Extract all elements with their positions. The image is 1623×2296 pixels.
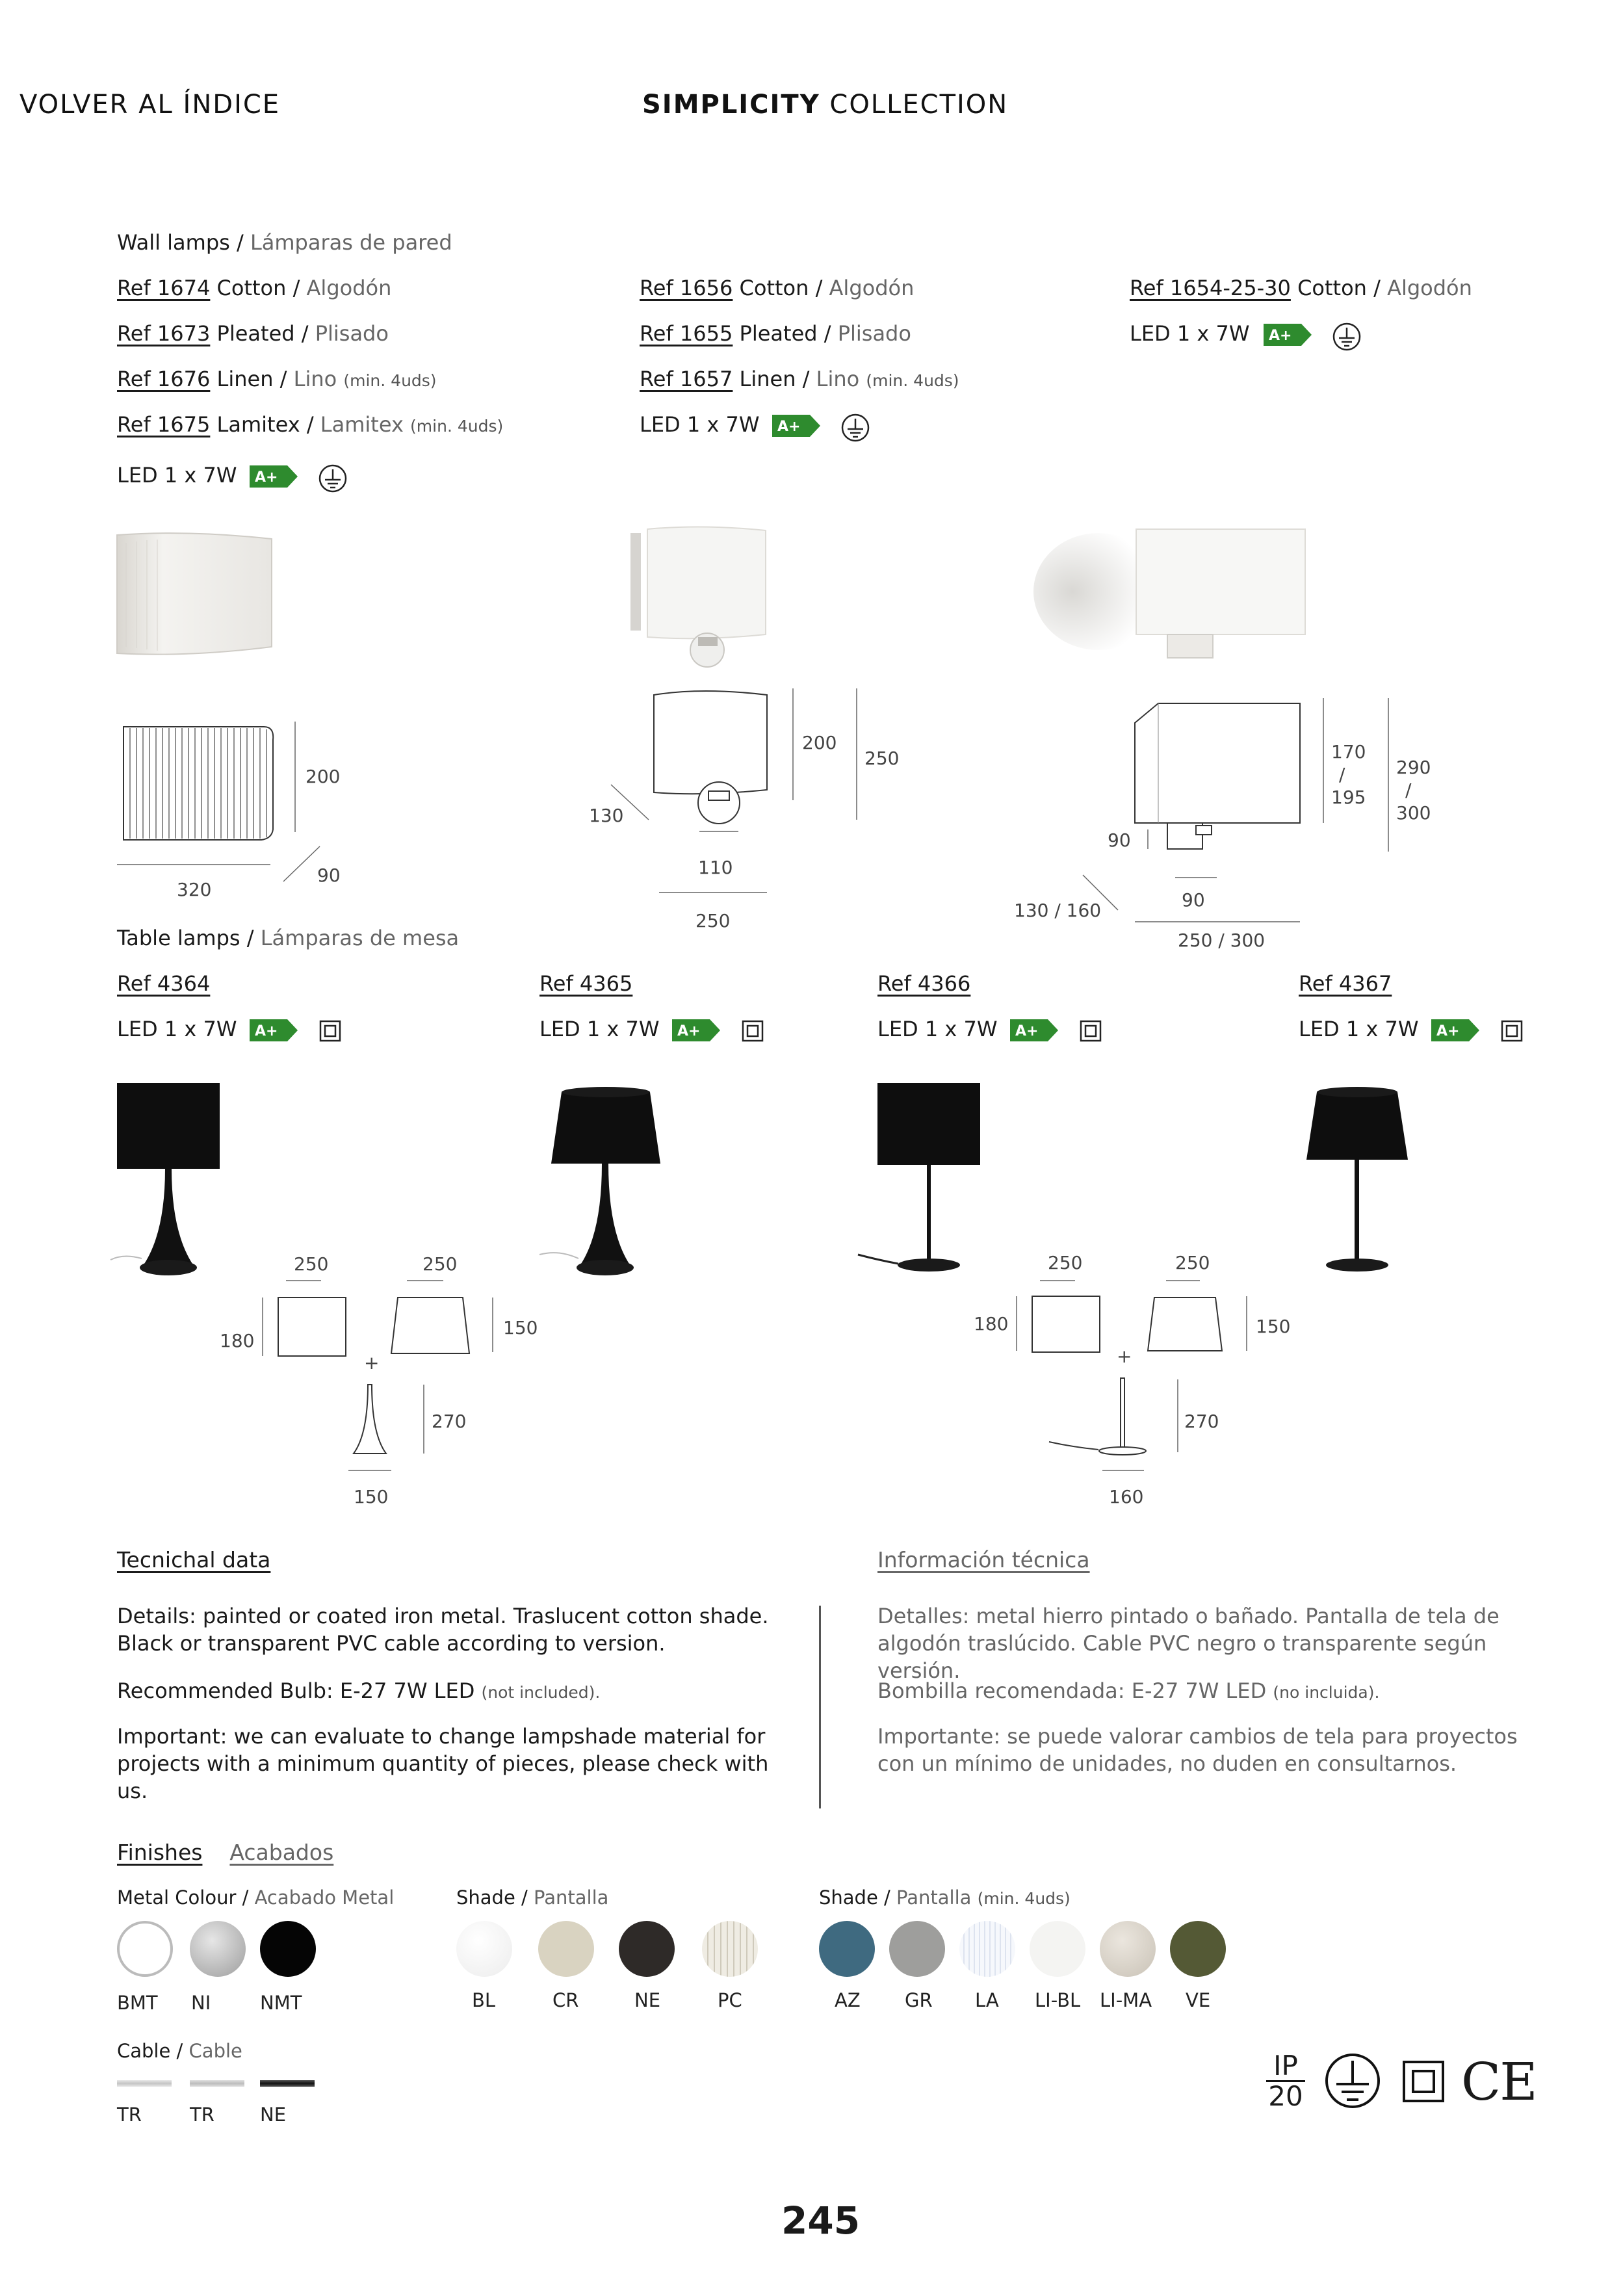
dim-base-width: 150 bbox=[354, 1486, 389, 1507]
label-en: Cable bbox=[117, 2040, 171, 2062]
class-ii-icon bbox=[1403, 2061, 1444, 2102]
dimension-lines bbox=[117, 715, 390, 897]
table-lamp-4364-drawing bbox=[247, 1268, 559, 1482]
separator: / bbox=[817, 321, 838, 346]
material-es: Lino bbox=[816, 367, 860, 391]
separator: / bbox=[796, 367, 816, 391]
dim-base-height: 270 bbox=[432, 1411, 467, 1432]
swatch-code: LA bbox=[975, 1989, 999, 2011]
dim-depth: 90 bbox=[1108, 829, 1131, 851]
dim-shade-height: 150 bbox=[503, 1317, 538, 1338]
label-en: Shade bbox=[456, 1886, 515, 1909]
table-lamp-4365-photo bbox=[533, 1079, 689, 1287]
dim-depth: 130 bbox=[589, 805, 624, 826]
label-en: Metal Colour bbox=[117, 1886, 237, 1909]
bulb-note: (not included). bbox=[481, 1683, 601, 1702]
ref-link[interactable]: Ref 1676 bbox=[117, 367, 211, 391]
table-lamp-4367-photo bbox=[1280, 1079, 1436, 1287]
separator: / bbox=[300, 412, 320, 437]
wall-ref-row bbox=[117, 412, 503, 437]
dim-total-height: 250 bbox=[864, 748, 900, 769]
led-spec: LED 1 x 7W bbox=[877, 1017, 998, 1041]
swatch-bmt[interactable] bbox=[117, 1921, 173, 1977]
label-es: Cable bbox=[188, 2040, 242, 2062]
swatch-code: TR bbox=[117, 2104, 142, 2126]
label-es: Pantalla bbox=[896, 1886, 972, 1909]
ref-link[interactable]: Ref 1674 bbox=[117, 276, 211, 300]
energy-class: A+ bbox=[255, 1023, 278, 1039]
energy-class: A+ bbox=[777, 419, 801, 435]
ground-icon bbox=[841, 413, 870, 442]
material-es: Algodón bbox=[829, 276, 915, 300]
dim-height: 200 bbox=[305, 766, 341, 787]
wall-ref-row bbox=[1130, 276, 1472, 300]
label-en: Shade bbox=[819, 1886, 878, 1909]
dim-shade-height: 180 bbox=[974, 1313, 1009, 1335]
swatch-code: AZ bbox=[835, 1989, 861, 2011]
swatch-code: CR bbox=[552, 1989, 579, 2011]
energy-class: A+ bbox=[677, 1023, 701, 1039]
tech-bulb-en bbox=[117, 1677, 793, 1706]
wall-ref-row bbox=[640, 276, 914, 300]
material-es: Lamitex bbox=[320, 412, 404, 437]
swatch-code: NMT bbox=[260, 1992, 302, 2014]
heading-en: Table lamps bbox=[117, 926, 240, 950]
tech-details-es: Detalles: metal hierro pintado o bañado. Pantalla de tela de algodón traslúcido. Cable PVC negro o transparente según versión. bbox=[877, 1604, 1500, 1683]
separator: / bbox=[286, 276, 307, 300]
swatch-cr[interactable] bbox=[538, 1921, 594, 1977]
swatch-code: NI bbox=[191, 1992, 211, 2014]
energy-label-icon bbox=[250, 465, 298, 488]
swatch-ne[interactable] bbox=[619, 1921, 675, 1977]
back-to-index-link[interactable]: VOLVER AL ÍNDICE bbox=[19, 90, 281, 120]
material-es: Plisado bbox=[315, 321, 389, 346]
finishes-en: Finishes bbox=[117, 1840, 203, 1865]
wall-lamp-1656-photo bbox=[624, 520, 780, 676]
ground-icon bbox=[1332, 322, 1361, 351]
swatch-code: TR bbox=[190, 2104, 214, 2126]
energy-label-icon bbox=[772, 415, 820, 437]
dim-slash: / bbox=[1405, 779, 1412, 801]
dim-shade-width: 250 bbox=[1175, 1252, 1210, 1273]
cable-swatch-tr[interactable] bbox=[190, 2080, 244, 2087]
dim-width: 250 bbox=[695, 910, 731, 932]
ref-link[interactable]: Ref 1657 bbox=[640, 367, 733, 391]
ip20-icon bbox=[1266, 2052, 1305, 2111]
wall-ref-row bbox=[640, 367, 959, 391]
dim-height-alt: 195 bbox=[1331, 787, 1366, 808]
dim-total-height: 290 bbox=[1396, 757, 1431, 778]
tech-bulb-es bbox=[877, 1677, 1540, 1706]
tech-important-es: Importante: se puede valorar cambios de tela para proyectos con un mínimo de unidades, no duden en consultarnos. bbox=[877, 1724, 1518, 1776]
material-en: Cotton bbox=[739, 276, 809, 300]
separator: / bbox=[809, 276, 829, 300]
swatch-code: GR bbox=[905, 1989, 933, 2011]
swatch-li-bl[interactable] bbox=[1030, 1921, 1085, 1977]
swatch-code: BMT bbox=[117, 1992, 158, 2014]
shade-label bbox=[456, 1886, 608, 1909]
separator: / bbox=[170, 2040, 189, 2062]
table-lamp-4366-photo bbox=[851, 1079, 1007, 1287]
energy-class: A+ bbox=[1436, 1023, 1460, 1039]
energy-label-icon bbox=[1264, 324, 1312, 346]
swatch-az[interactable] bbox=[819, 1921, 875, 1977]
class-ii-icon bbox=[320, 1021, 341, 1041]
swatch-bl[interactable] bbox=[456, 1921, 512, 1977]
separator: / bbox=[515, 1886, 534, 1909]
table-lamp-4366-drawing bbox=[1001, 1268, 1313, 1482]
separator: / bbox=[236, 1886, 255, 1909]
class-ii-icon bbox=[1501, 1021, 1522, 1041]
collection-title bbox=[642, 90, 1008, 120]
label-es: Acabado Metal bbox=[254, 1886, 395, 1909]
ref-4364-link[interactable]: Ref 4364 bbox=[117, 971, 211, 996]
finishes-es: Acabados bbox=[229, 1840, 334, 1865]
ref-link[interactable]: Ref 1675 bbox=[117, 412, 211, 437]
shade-min-label bbox=[819, 1886, 1071, 1909]
ref-link[interactable]: Ref 1655 bbox=[640, 321, 733, 346]
ref-4366-link[interactable]: Ref 4366 bbox=[877, 971, 971, 996]
material-en: Linen bbox=[739, 367, 796, 391]
label-es: Pantalla bbox=[534, 1886, 609, 1909]
ref-link[interactable]: Ref 1654-25-30 bbox=[1130, 276, 1291, 300]
wall-ref-row bbox=[117, 367, 437, 391]
ref-4367-link[interactable]: Ref 4367 bbox=[1299, 971, 1392, 996]
separator: / bbox=[877, 1886, 897, 1909]
swatch-code: PC bbox=[718, 1989, 742, 2011]
dim-shade-height: 180 bbox=[220, 1330, 255, 1351]
led-spec: LED 1 x 7W bbox=[640, 412, 760, 437]
separator: / bbox=[294, 321, 315, 346]
heading-es: Lámparas de pared bbox=[250, 230, 452, 255]
dim-width: 320 bbox=[177, 879, 212, 900]
finishes-heading bbox=[117, 1840, 333, 1865]
table-lamps-heading bbox=[117, 926, 459, 950]
swatch-la[interactable] bbox=[959, 1921, 1015, 1977]
separator: / bbox=[273, 367, 294, 391]
ground-icon bbox=[1323, 2052, 1382, 2110]
collection-suffix: COLLECTION bbox=[820, 90, 1009, 120]
tech-data-heading-en: Tecnichal data bbox=[117, 1547, 271, 1572]
bulb-note: (no incluida). bbox=[1273, 1683, 1380, 1702]
wall-ref-row bbox=[117, 321, 389, 346]
bulb-text: Bombilla recomendada: E-27 7W LED bbox=[877, 1678, 1267, 1703]
swatch-code: LI-MA bbox=[1100, 1989, 1152, 2011]
ref-4365-link[interactable]: Ref 4365 bbox=[539, 971, 633, 996]
swatch-gr[interactable] bbox=[889, 1921, 945, 1977]
dim-width: 250 / 300 bbox=[1178, 930, 1266, 951]
dim-backplate: 90 bbox=[1182, 889, 1205, 911]
material-es: Plisado bbox=[837, 321, 911, 346]
metal-colour-label bbox=[117, 1886, 394, 1909]
ip-rating: 20 bbox=[1268, 2080, 1303, 2112]
bulb-text: Recommended Bulb: E-27 7W LED bbox=[117, 1678, 475, 1703]
collection-name: SIMPLICITY bbox=[642, 90, 820, 120]
wall-lamp-1656-drawing bbox=[604, 686, 877, 907]
min-note: (min. 4uds) bbox=[866, 371, 959, 390]
material-es: Lino bbox=[293, 367, 337, 391]
dim-depth: 90 bbox=[317, 865, 341, 886]
swatch-code: LI-BL bbox=[1035, 1989, 1081, 2011]
material-es: Algodón bbox=[306, 276, 392, 300]
table-lamp-4364-photo bbox=[97, 1079, 253, 1287]
dim-slash: / bbox=[1339, 764, 1345, 785]
column-divider bbox=[819, 1606, 821, 1808]
ce-mark-icon: CE bbox=[1461, 2052, 1537, 2112]
ground-icon bbox=[318, 464, 347, 493]
cable-swatch-tr[interactable] bbox=[117, 2080, 172, 2087]
swatch-code: NE bbox=[260, 2104, 287, 2126]
wall-lamp-1674-photo bbox=[110, 530, 279, 666]
swatch-ni[interactable] bbox=[190, 1921, 246, 1977]
dim-shade-width: 250 bbox=[422, 1253, 458, 1275]
energy-label-icon bbox=[250, 1019, 298, 1041]
plus-sign: + bbox=[364, 1352, 380, 1374]
separator: / bbox=[1366, 276, 1388, 300]
swatch-pc[interactable] bbox=[702, 1921, 758, 1977]
swatch-code: BL bbox=[472, 1989, 496, 2011]
wall-lamps-heading bbox=[117, 230, 452, 255]
material-en: Cotton bbox=[216, 276, 287, 300]
ref-link[interactable]: Ref 1656 bbox=[640, 276, 733, 300]
energy-class: A+ bbox=[255, 469, 278, 486]
led-spec: LED 1 x 7W bbox=[1299, 1017, 1419, 1041]
cable-swatch-ne[interactable] bbox=[260, 2080, 315, 2087]
plus-sign: + bbox=[1117, 1346, 1132, 1367]
dim-shade-width: 250 bbox=[1048, 1252, 1083, 1273]
cable-label bbox=[117, 2040, 242, 2062]
material-en: Pleated bbox=[739, 321, 818, 346]
led-spec: LED 1 x 7W bbox=[539, 1017, 660, 1041]
min-note: (min. 4uds) bbox=[343, 371, 437, 390]
energy-label-icon bbox=[1010, 1019, 1058, 1041]
min-note: (min. 4uds) bbox=[410, 417, 504, 436]
swatch-code: VE bbox=[1186, 1989, 1211, 2011]
dim-total-height-alt: 300 bbox=[1396, 802, 1431, 824]
ref-link[interactable]: Ref 1673 bbox=[117, 321, 211, 346]
material-en: Linen bbox=[216, 367, 274, 391]
dim-shade-width: 250 bbox=[294, 1253, 329, 1275]
class-ii-icon bbox=[1080, 1021, 1101, 1041]
swatch-code: NE bbox=[634, 1989, 661, 2011]
ip-label: IP bbox=[1266, 2052, 1305, 2082]
dim-height: 170 bbox=[1331, 741, 1366, 763]
min-note: (min. 4uds) bbox=[977, 1889, 1071, 1908]
separator: / bbox=[229, 230, 250, 255]
class-ii-icon bbox=[742, 1021, 763, 1041]
page-number: 245 bbox=[781, 2198, 861, 2243]
dim-backplate: 110 bbox=[698, 857, 733, 878]
heading-en: Wall lamps bbox=[117, 230, 230, 255]
wall-ref-row bbox=[640, 321, 911, 346]
dim-depth-range: 130 / 160 bbox=[1014, 900, 1102, 921]
led-spec: LED 1 x 7W bbox=[1130, 321, 1250, 346]
material-es: Algodón bbox=[1387, 276, 1472, 300]
energy-label-icon bbox=[672, 1019, 720, 1041]
tech-important-en: Important: we can evaluate to change lampshade material for projects with a minimum quantity of pieces, please check with us. bbox=[117, 1724, 769, 1803]
separator: / bbox=[240, 926, 261, 950]
dim-base-width: 160 bbox=[1109, 1486, 1144, 1507]
led-spec: LED 1 x 7W bbox=[117, 463, 237, 488]
led-spec: LED 1 x 7W bbox=[117, 1017, 237, 1041]
dim-base-height: 270 bbox=[1184, 1411, 1219, 1432]
wall-ref-row bbox=[117, 276, 391, 300]
tech-data-heading-es: Información técnica bbox=[877, 1547, 1090, 1572]
heading-es: Lámparas de mesa bbox=[260, 926, 460, 950]
energy-label-icon bbox=[1431, 1019, 1479, 1041]
swatch-li-ma[interactable] bbox=[1100, 1921, 1156, 1977]
material-en: Lamitex bbox=[216, 412, 300, 437]
material-en: Cotton bbox=[1297, 276, 1367, 300]
energy-class: A+ bbox=[1015, 1023, 1039, 1039]
wall-lamp-1654-photo bbox=[1040, 520, 1313, 676]
swatch-ve[interactable] bbox=[1170, 1921, 1226, 1977]
material-en: Pleated bbox=[216, 321, 295, 346]
dim-height: 200 bbox=[802, 732, 837, 753]
dim-shade-height: 150 bbox=[1256, 1316, 1291, 1337]
tech-details-en: Details: painted or coated iron metal. Traslucent cotton shade. Black or transparent PVC cable according to version. bbox=[117, 1604, 769, 1656]
energy-class: A+ bbox=[1269, 328, 1292, 344]
swatch-nmt[interactable] bbox=[260, 1921, 316, 1977]
